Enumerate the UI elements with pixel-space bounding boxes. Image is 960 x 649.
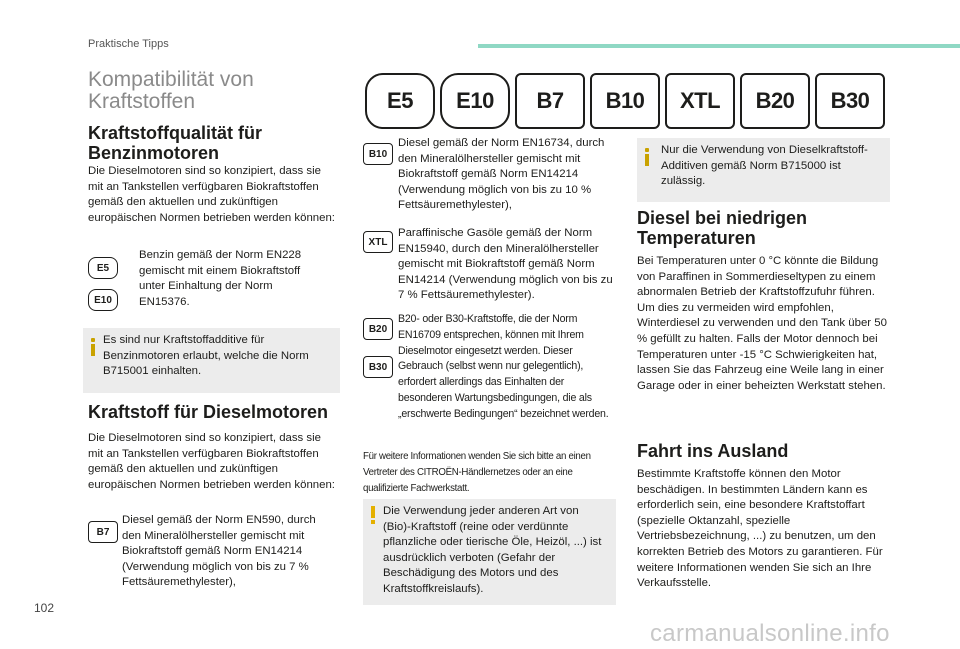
gasoline-heading: Kraftstoffqualität für Benzinmotoren — [88, 123, 262, 163]
b20-b30-description: B20- oder B30-Kraftstoffe, die der Norm EN16709 entsprechen, können mit Ihrem Dieselmotor eingesetzt werden. Dieser Gebrauch (selbst wenn nur gelegentlich), erfordert allerdings das Einhalten der besonderen Wartungsbedingungen, die als „erschwerte Bedingungen“ bezeichnet werden. — [398, 313, 609, 420]
warning-box — [363, 499, 616, 605]
section-header: Praktische Tipps — [88, 38, 169, 50]
abroad-heading: Fahrt ins Ausland — [637, 441, 789, 461]
diesel-intro: Die Dieselmotoren sind so konzipiert, dass sie mit an Tankstellen verfügbaren Biokraftstoffen gemäß den aktuellen und zukünftigen europäischen Normen betrieben werden können: — [88, 432, 335, 491]
gasoline-intro: Die Dieselmotoren sind so konzipiert, dass sie mit an Tankstellen verfügbaren Biokraftstoffen gemäß den aktuellen und zukünftigen europäischen Normen betrieben werden können: — [88, 165, 335, 224]
warning-text: Die Verwendung jeder anderen Art von (Bio)-Kraftstoff (reine oder verdünnte pflanzliche oder tierische Öle, Heizöl, ...) ist ausdrücklich verboten (Gefahr der Beschädigung des Motors und des Kraftstoffkreislaufs). — [383, 505, 602, 595]
info-icon — [645, 148, 649, 164]
b10-description: Diesel gemäß der Norm EN16734, durch den Mineralölhersteller gemischt mit Biokraftstoff gemäß Norm EN14214 (Verwendung möglich von bis zu 10 % Fettsäuremethylester), — [398, 137, 605, 212]
badge-xtl-small: XTL — [363, 231, 393, 253]
fuel-badge-b20: B20 — [740, 73, 810, 129]
badge-e5-small: E5 — [88, 257, 118, 279]
gasoline-info-text: Es sind nur Kraftstoffadditive für Benzinmotoren erlaubt, welche die Norm B715001 einhalten. — [103, 334, 309, 378]
badge-e10-small: E10 — [88, 289, 118, 311]
fuel-badge-b30: B30 — [815, 73, 885, 129]
cold-temperature-text: Bei Temperaturen unter 0 °C könnte die Bildung von Paraffinen in Sommerdieseltypen zu einem abnormalen Betrieb der Kraftstoffzufuhr führen. Um dies zu vermeiden wird empfohlen, Winterdiesel zu verwenden und den Tank über 50 % gefüllt zu halten. Falls der Motor dennoch bei Temperaturen unter -15 °C Schwierigkeiten hat, lassen Sie das Fahrzeug eine Weile lang in einer Garage oder in einer beheizten Werkstatt stehen. — [637, 255, 887, 392]
fuel-badge-b10: B10 — [590, 73, 660, 129]
further-info-note: Für weitere Informationen wenden Sie sich bitte an einen Vertreter des CITROËN-Händlernetzes oder an eine qualifizierte Fachwerkstatt. — [363, 451, 591, 494]
fuel-badge-xtl: XTL — [665, 73, 735, 129]
fuel-badge-e10: E10 — [440, 73, 510, 129]
header-accent-bar — [478, 44, 960, 48]
watermark: carmanualsonline.info — [650, 620, 890, 647]
diesel-additive-info-text: Nur die Verwendung von Dieselkraftstoff-Additiven gemäß Norm B715000 ist zulässig. — [661, 144, 868, 188]
diesel-additive-info-box — [637, 138, 890, 202]
badge-b10-small: B10 — [363, 143, 393, 165]
info-icon — [91, 338, 95, 354]
fuel-badge-b7: B7 — [515, 73, 585, 129]
gasoline-info-box — [83, 328, 340, 393]
abroad-text: Bestimmte Kraftstoffe können den Motor beschädigen. In bestimmten Ländern kann es erforderlich sein, eine besondere Kraftstoffart (spezielle Oktanzahl, spezielle Vertriebsbezeichnung, ...) zu benutzen, um den korrekten Betrieb des Motors zu garantieren. Für weitere Informationen wenden Sie sich an Ihre Verkaufsstelle. — [637, 468, 883, 590]
badge-b20-small: B20 — [363, 318, 393, 340]
badge-b7-small: B7 — [88, 521, 118, 543]
warning-icon — [371, 506, 375, 524]
fuel-badge-row — [365, 73, 885, 129]
page-title: Kompatibilität von Kraftstoffen — [88, 68, 254, 113]
fuel-badge-e5: E5 — [365, 73, 435, 129]
e5-e10-description: Benzin gemäß der Norm EN228 gemischt mit einem Biokraftstoff unter Einhaltung der Norm EN15376. — [139, 249, 302, 308]
badge-b30-small: B30 — [363, 356, 393, 378]
page-number: 102 — [34, 601, 55, 615]
diesel-heading: Kraftstoff für Dieselmotoren — [88, 402, 329, 422]
b7-description: Diesel gemäß der Norm EN590, durch den Mineralölhersteller gemischt mit Biokraftstoff gemäß Norm EN14214 (Verwendung möglich von bis zu 7 % Fettsäuremethylester), — [122, 514, 316, 589]
cold-temperature-heading: Diesel bei niedrigen Temperaturen — [637, 208, 808, 248]
xtl-description: Paraffinische Gasöle gemäß der Norm EN15940, durch den Mineralölhersteller gemischt mit Biokraftstoff gemäß Norm EN14214 (Verwendung möglich von bis zu 7 % Fettsäuremethylester). — [398, 227, 613, 302]
